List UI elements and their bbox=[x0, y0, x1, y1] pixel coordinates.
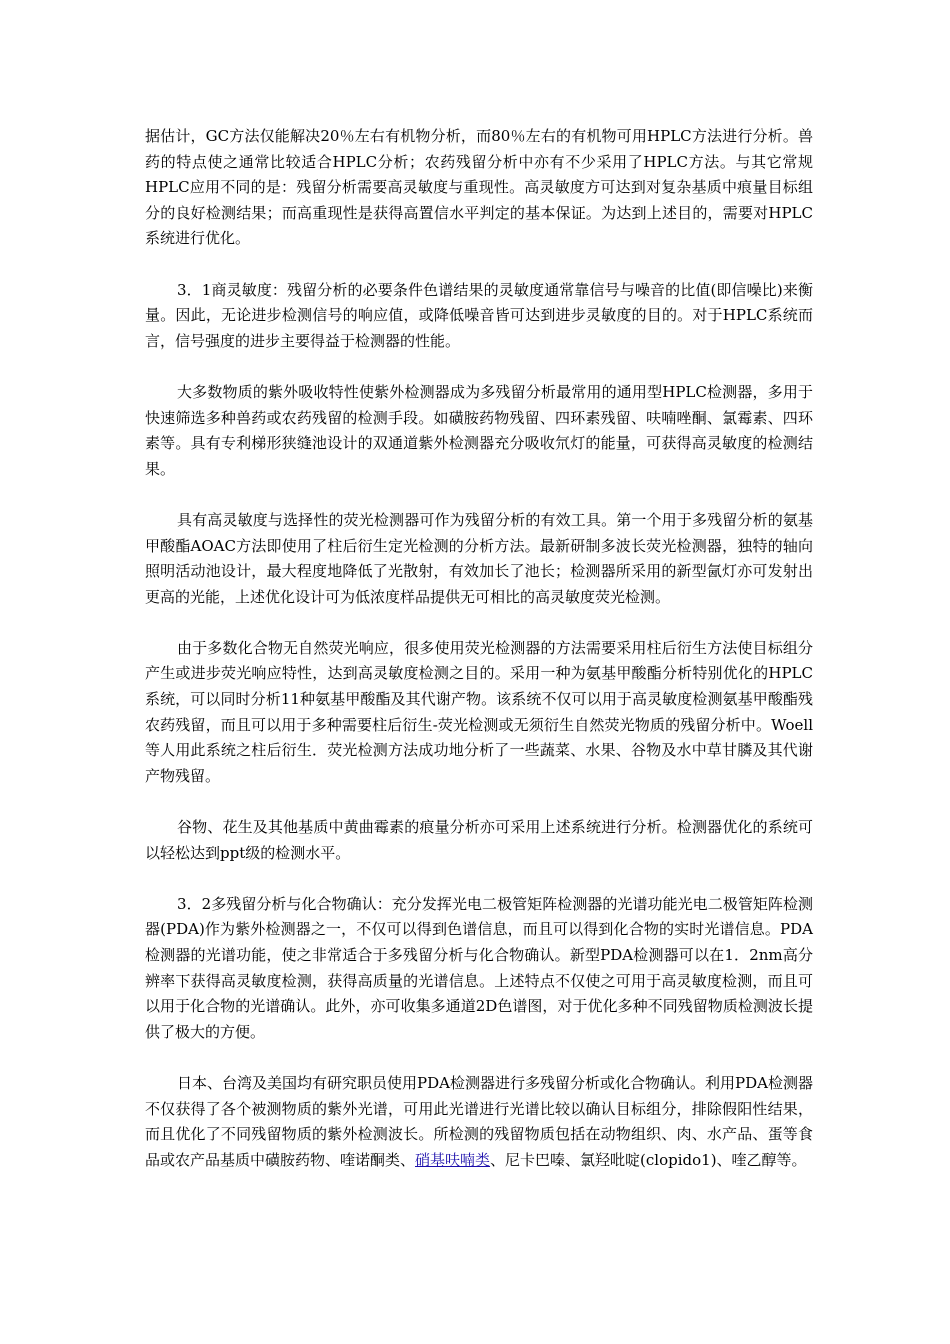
paragraph-text-before-link: 日本、台湾及美国均有研究职员使用PDA检测器进行多残留分析或化合物确认。利用PDA检测器不仅获得了各个被测物质的紫外光谱，可用此光谱进行光谱比较以确认目标组分，排除假阳性结果，而且优化了不同残留物质的紫外检测波长。所检测的残留物质包括在动物组织、肉、水产品、蛋等食品或农产品基质中磺胺药物、喹诺酮类、 bbox=[145, 1073, 813, 1169]
paragraph-pda-applications bbox=[145, 1071, 813, 1173]
paragraph-aflatoxin: 谷物、花生及其他基质中黄曲霉素的痕量分析亦可采用上述系统进行分析。检测器优化的系统可以轻松达到ppt级的检测水平。 bbox=[145, 818, 813, 862]
paragraph-pda-detector: 3．2多残留分析与化合物确认：充分发挥光电二极管矩阵检测器的光谱功能光电二极管矩阵检测器(PDA)作为紫外检测器之一，不仅可以得到色谱信息，而且可以得到化合物的实时光谱信息。PDA检测器的光谱功能，使之非常适合于多残留分析与化合物确认。新型PDA检测器可以在1．2nm高分辨率下获得高灵敏度检测，获得高质量的光谱信息。上述特点不仅使之可用于高灵敏度检测，而且可以用于化合物的光谱确认。此外，亦可收集多通道2D色谱图，对于优化多种不同残留物质检测波长提供了极大的方便。 bbox=[145, 894, 813, 1041]
document-body bbox=[145, 124, 813, 1199]
paragraph-gc-hplc-intro: 据估计，GC方法仅能解决20％左右有机物分析，而80％左右的有机物可用HPLC方法进行分析。兽药的特点使之通常比较适合HPLC分析；农药残留分析中亦有不少采用了HPLC方法。与其它常规HPLC应用不同的是：残留分析需要高灵敏度与重现性。高灵敏度方可达到对复杂基质中痕量目标组分的良好检测结果；而高重现性是获得高置信水平判定的基本保证。为达到上述目的，需要对HPLC系统进行优化。 bbox=[145, 127, 813, 248]
paragraph-post-column-derivatization: 由于多数化合物无自然荧光响应，很多使用荧光检测器的方法需要采用柱后衍生方法使目标组分产生或进步荧光响应特性，达到高灵敏度检测之目的。采用一种为氨基甲酸酯分析特别优化的HPLC系统，可以同时分析11种氨基甲酸酯及其代谢产物。该系统不仅可以用于高灵敏度检测氨基甲酸酯残农药残留，而且可以用于多种需要柱后衍生-荧光检测或无须衍生自然荧光物质的残留分析中。Woell等人用此系统之柱后衍生．荧光检测方法成功地分析了一些蔬菜、水果、谷物及水中草甘膦及其代谢产物残留。 bbox=[145, 638, 813, 785]
paragraph-text-after-link: 、尼卡巴嗪、氯羟吡啶(clopido1)、喹乙醇等。 bbox=[490, 1150, 807, 1169]
paragraph-sensitivity: 3．1商灵敏度：残留分析的必要条件色谱结果的灵敏度通常靠信号与噪音的比值(即信噪比)来衡量。因此，无论进步检测信号的响应值，或降低噪音皆可达到进步灵敏度的目的。对于HPLC系统而言，信号强度的进步主要得益于检测器的性能。 bbox=[145, 280, 813, 350]
paragraph-uv-detector: 大多数物质的紫外吸收特性使紫外检测器成为多残留分析最常用的通用型HPLC检测器，多用于快速筛选多种兽药或农药残留的检测手段。如磺胺药物残留、四环素残留、呋喃唑酮、氯霉素、四环素等。具有专利梯形狭缝池设计的双通道紫外检测器充分吸收氘灯的能量，可获得高灵敏度的检测结果。 bbox=[145, 382, 813, 478]
nitrofuran-link[interactable]: 硝基呋喃类 bbox=[415, 1150, 491, 1169]
paragraph-fluorescence-detector: 具有高灵敏度与选择性的荧光检测器可作为残留分析的有效工具。第一个用于多残留分析的氨基甲酸酯AOAC方法即使用了柱后衍生定光检测的分析方法。最新研制多波长荧光检测器，独特的轴向照明活动池设计，最大程度地降低了光散射，有效加长了池长；检测器所采用的新型氤灯亦可发射出更高的光能，上述优化设计可为低浓度样品提供无可相比的高灵敏度荧光检测。 bbox=[145, 510, 813, 606]
